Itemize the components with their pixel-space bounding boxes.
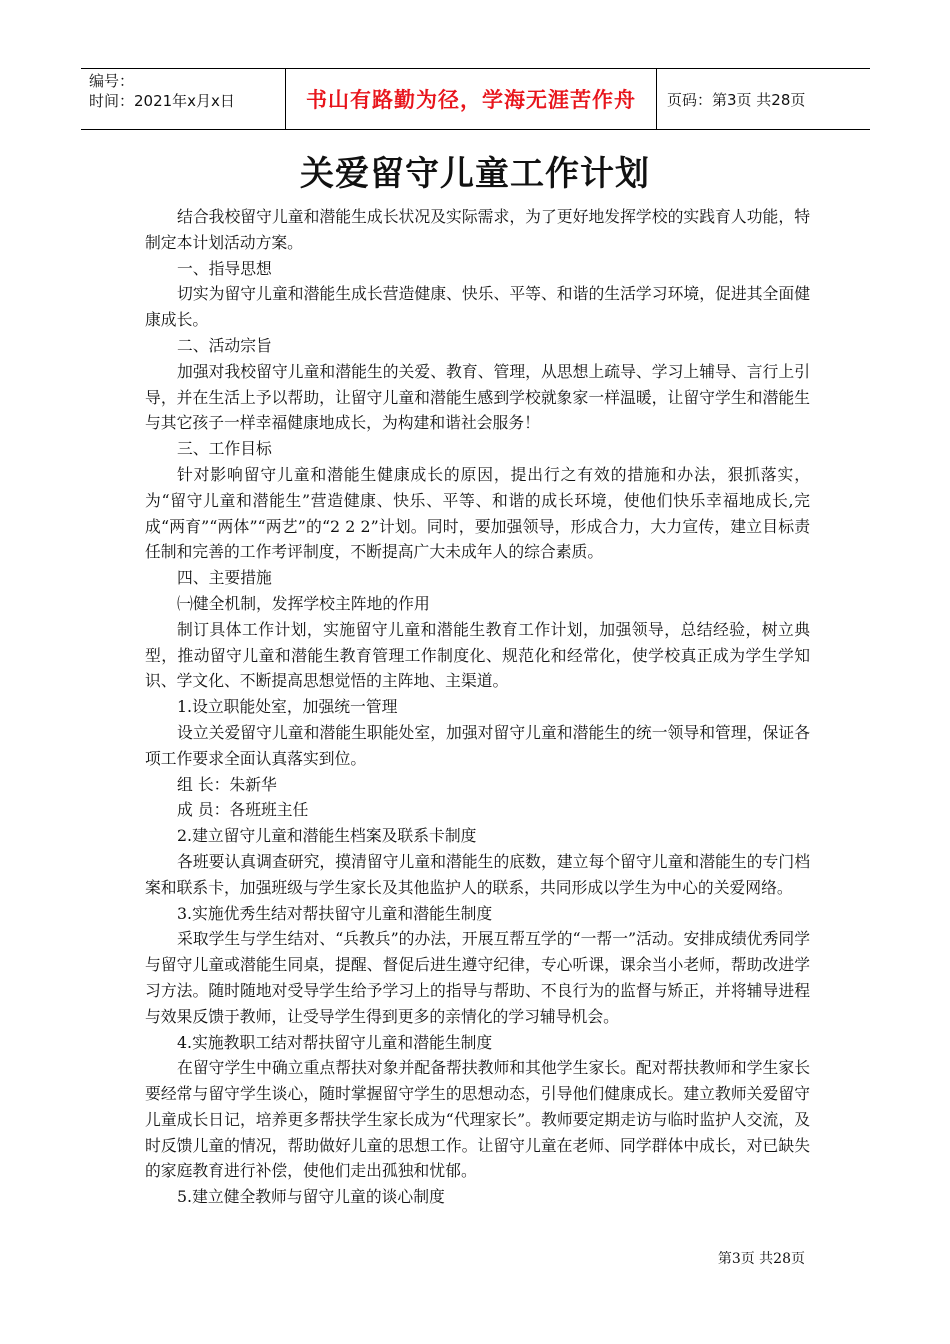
header-page-number: 页码：第3页 共28页 — [667, 90, 806, 109]
header-meta — [81, 69, 285, 129]
item-heading-3: 3.实施优秀生结对帮扶留守儿童和潜能生制度 — [177, 903, 493, 923]
item-heading-5: 5.建立健全教师与留守儿童的谈心制度 — [177, 1187, 445, 1207]
section-heading-guiding-ideology: 一、指导思想 — [177, 258, 272, 278]
header-motto-cell — [285, 69, 657, 129]
document-title: 关爱留守儿童工作计划 — [300, 154, 650, 194]
paragraph-guiding-ideology: 切实为留守儿童和潜能生成长营造健康、快乐、平等、和谐的生活学习环境，促进其全面健康成长。 — [145, 284, 810, 330]
document-date: 时间：2021年x月x日 — [89, 92, 235, 110]
paragraph-goals: 针对影响留守儿童和潜能生健康成长的原因，提出行之有效的措施和办法，狠抓落实，为“留守儿童和潜能生”营造健康、快乐、平等、和谐的成长环境，使他们快乐幸福地成长,完成“两育”“两体”“两艺”的“2 2 2”计划。同时，要加强领导，形成合力，大力宣传，建立目标责任制和完善的工作考评制度，不断提高广大未成年人的综合素质。 — [145, 464, 810, 562]
paragraph-item-3: 采取学生与学生结对、“兵教兵”的办法，开展互帮互学的“一帮一”活动。安排成绩优秀同学与留守儿童或潜能生同桌，提醒、督促后进生遵守纪律，专心听课，课余当小老师，帮助改进学习方法。随时随地对受导学生给予学习上的指导与帮助、不良行为的监督与矫正，并将辅导进程与效果反馈于教师，让受导学生得到更多的亲情化的学习辅导机会。 — [145, 929, 810, 1026]
paragraph-purpose: 加强对我校留守儿童和潜能生的关爱、教育、管理，从思想上疏导、学习上辅导、言行上引导，并在生活上予以帮助，让留守儿童和潜能生感到学校就象家一样温暖，让留守学生和潜能生与其它孩子一样幸福健康地成长，为构建和谐社会服务！ — [145, 361, 810, 433]
team-members-line: 成 员：各班班主任 — [177, 800, 309, 820]
page-header — [81, 68, 870, 130]
subheading-mechanism: ㈠健全机制，发挥学校主阵地的作用 — [177, 593, 430, 613]
header-page-cell — [657, 69, 870, 129]
section-heading-goals: 三、工作目标 — [177, 439, 272, 459]
paragraph-item-1: 设立关爱留守儿童和潜能生职能处室，加强对留守儿童和潜能生的统一领导和管理，保证各项工作要求全面认真落实到位。 — [145, 722, 810, 768]
paragraph-intro: 结合我校留守儿童和潜能生成长状况及实际需求，为了更好地发挥学校的实践育人功能，特制定本计划活动方案。 — [145, 207, 810, 252]
document-number-label: 编号： — [89, 72, 135, 90]
section-heading-purpose: 二、活动宗旨 — [177, 335, 272, 355]
section-heading-measures: 四、主要措施 — [177, 568, 272, 588]
paragraph-mechanism: 制订具体工作计划，实施留守儿童和潜能生教育工作计划，加强领导，总结经验，树立典型，推动留守儿童和潜能生教育管理工作制度化、规范化和经常化，使学校真正成为学生学知识、学文化、不断提高思想觉悟的主阵地、主渠道。 — [145, 619, 810, 691]
page-footer: 第3页 共28页 — [717, 1251, 805, 1267]
document-body — [145, 204, 810, 1210]
item-heading-1: 1.设立职能处室，加强统一管理 — [177, 697, 398, 717]
item-heading-4: 4.实施教职工结对帮扶留守儿童和潜能生制度 — [177, 1032, 493, 1052]
paragraph-item-2: 各班要认真调查研究，摸清留守儿童和潜能生的底数，建立每个留守儿童和潜能生的专门档案和联系卡，加强班级与学生家长及其他监护人的联系，共同形成以学生为中心的关爱网络。 — [145, 851, 810, 897]
paragraph-item-4: 在留守学生中确立重点帮扶对象并配备帮扶教师和其他学生家长。配对帮扶教师和学生家长要经常与留守学生谈心，随时掌握留守学生的思想动态，引导他们健康成长。建立教师关爱留守儿童成长日记，培养更多帮扶学生家长成为“代理家长”。教师要定期走访与临时监护人交流，及时反馈儿童的情况，帮助做好儿童的思想工作。让留守儿童在老师、同学群体中成长，对已缺失的家庭教育进行补偿，使他们走出孤独和忧郁。 — [145, 1058, 810, 1181]
header-motto: 书山有路勤为径，学海无涯苦作舟 — [306, 88, 636, 112]
team-leader-line: 组 长：朱新华 — [177, 774, 277, 794]
item-heading-2: 2.建立留守儿童和潜能生档案及联系卡制度 — [177, 826, 477, 846]
